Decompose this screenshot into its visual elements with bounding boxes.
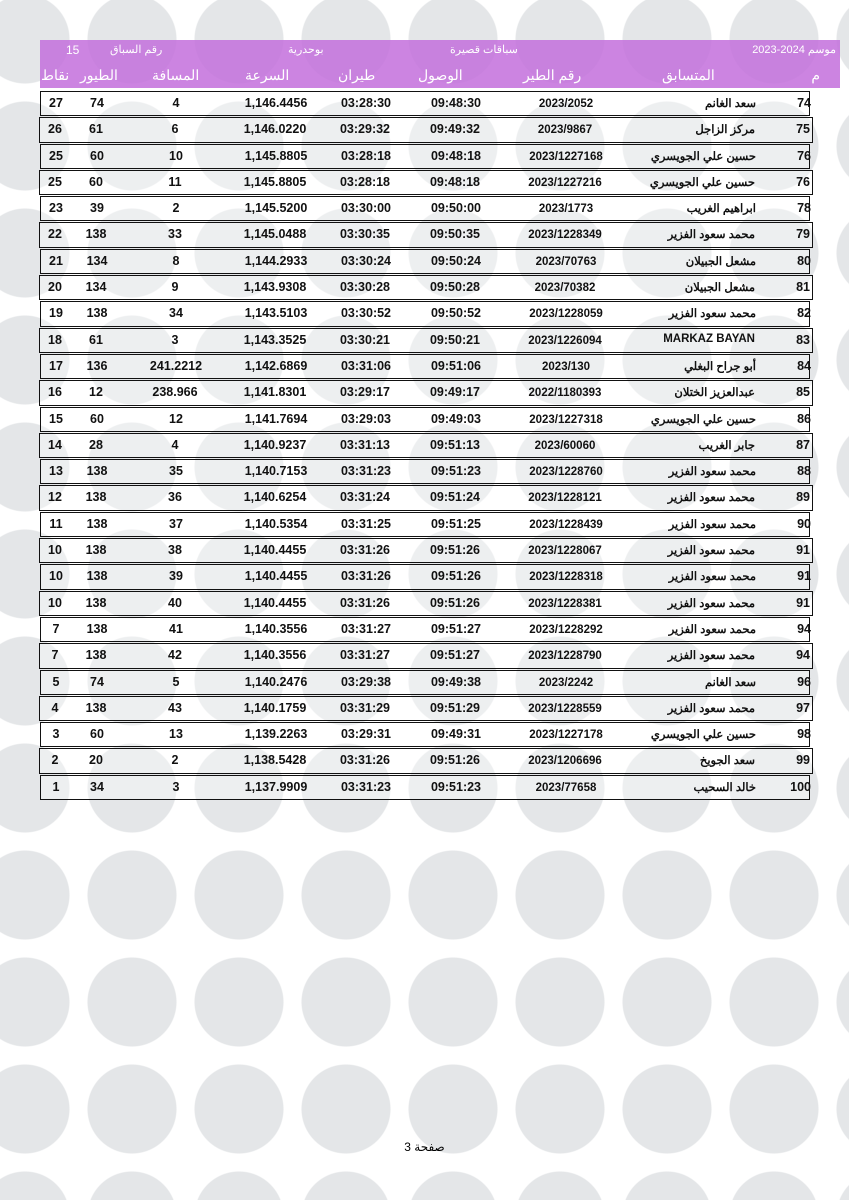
cell-speed: 1,140.7153: [244, 464, 308, 479]
cell-distance: 3: [171, 332, 179, 347]
table-row: [40, 249, 810, 274]
cell-birds: 74: [90, 96, 104, 110]
table-row: [40, 407, 810, 432]
cell-speed: 1,145.0488: [243, 227, 307, 242]
cell-arrival: 09:49:32: [429, 122, 481, 137]
cell-birds: 138: [85, 227, 107, 242]
table-row: [39, 485, 813, 510]
cell-arrival: 09:50:35: [429, 227, 481, 242]
cell-rank: 94: [797, 621, 811, 636]
table-row: [40, 91, 810, 116]
cell-rank: 76: [797, 148, 811, 163]
cell-speed: 1,138.5428: [243, 753, 307, 768]
cell-birds: 39: [90, 201, 104, 216]
cell-racer: أبو جراح البغلي: [684, 360, 756, 373]
cell-distance: 2: [171, 753, 179, 768]
cell-arrival: 09:48:30: [430, 96, 482, 110]
cell-arrival: 09:50:52: [430, 306, 482, 321]
cell-racer: محمد سعود الفزير: [668, 623, 756, 636]
cell-birds: 34: [90, 779, 104, 794]
cell-bird-id: 2023/1206696: [528, 755, 602, 768]
cell-distance: 6: [171, 122, 179, 137]
cell-racer: مركز الزاجل: [695, 124, 755, 137]
cell-flight: 03:29:38: [340, 674, 392, 689]
col-speed: السرعة: [245, 67, 290, 83]
cell-distance: 3: [172, 779, 180, 794]
cell-flight: 03:31:13: [339, 437, 391, 452]
cell-points: 13: [49, 464, 63, 479]
cell-rank: 83: [796, 332, 810, 347]
cell-rank: 91: [797, 569, 811, 584]
cell-distance: 8: [172, 253, 180, 268]
cell-birds: 138: [85, 648, 107, 663]
cell-arrival: 09:50:24: [430, 253, 482, 268]
cell-points: 3: [52, 727, 60, 742]
cell-arrival: 09:48:18: [430, 148, 482, 163]
cell-speed: 1,140.5354: [244, 516, 308, 531]
cell-racer: محمد سعود الفزير: [668, 466, 756, 479]
cell-speed: 1,145.8805: [243, 174, 307, 189]
cell-points: 18: [48, 332, 62, 347]
cell-distance: 9: [171, 280, 179, 295]
cell-racer: محمد سعود الفزير: [667, 650, 755, 663]
cell-arrival: 09:50:21: [429, 332, 481, 347]
cell-flight: 03:31:27: [339, 648, 391, 663]
cell-arrival: 09:49:31: [430, 727, 482, 742]
cell-racer: جابر الغريب: [698, 439, 755, 452]
cell-distance: 36: [168, 490, 182, 505]
cell-arrival: 09:51:23: [430, 779, 482, 794]
cell-points: 15: [49, 411, 63, 426]
cell-distance: 34: [169, 306, 183, 321]
cell-distance: 40: [168, 595, 182, 610]
cell-racer: محمد سعود الفزير: [667, 597, 755, 610]
cell-rank: 94: [796, 648, 810, 663]
cell-flight: 03:31:24: [339, 490, 391, 505]
cell-racer: حسين علي الجويسري: [649, 176, 755, 189]
cell-birds: 61: [89, 332, 103, 347]
cell-points: 5: [52, 674, 60, 689]
cell-rank: 75: [796, 122, 810, 137]
cell-points: 2: [51, 753, 59, 768]
cell-rank: 89: [796, 490, 810, 505]
cell-distance: 38: [168, 543, 182, 558]
results-table: [40, 91, 810, 801]
table-row: [40, 512, 810, 537]
table-row: [39, 222, 813, 247]
cell-arrival: 09:51:26: [429, 753, 481, 768]
cell-flight: 03:31:23: [340, 779, 392, 794]
cell-points: 20: [48, 280, 62, 295]
cell-bird-id: 2023/70382: [534, 282, 596, 295]
cell-bird-id: 2023/1228292: [529, 623, 603, 636]
table-row: [40, 459, 810, 484]
cell-rank: 79: [796, 227, 810, 242]
cell-racer: حسين علي الجويسري: [650, 729, 756, 742]
cell-points: 19: [49, 306, 63, 321]
cell-birds: 138: [86, 621, 108, 636]
table-header: [40, 40, 840, 88]
cell-distance: 33: [168, 227, 182, 242]
cell-racer: محمد سعود الفزير: [668, 571, 756, 584]
cell-arrival: 09:51:13: [429, 437, 481, 452]
table-row: [40, 354, 810, 379]
cell-birds: 138: [85, 595, 107, 610]
cell-rank: 87: [796, 437, 810, 452]
cell-speed: 1,146.0220: [243, 122, 307, 137]
cell-birds: 60: [90, 411, 104, 426]
cell-distance: 4: [172, 96, 180, 110]
cell-bird-id: 2023/1228318: [529, 571, 603, 584]
cell-rank: 88: [797, 464, 811, 479]
cell-points: 27: [49, 96, 63, 110]
cell-arrival: 09:49:17: [429, 385, 481, 400]
cell-distance: 42: [168, 648, 182, 663]
cell-distance: 4: [171, 437, 179, 452]
cell-bird-id: 2023/1228439: [529, 518, 603, 531]
cell-bird-id: 2023/1227168: [529, 150, 603, 163]
cell-arrival: 09:51:27: [429, 648, 481, 663]
cell-arrival: 09:48:18: [429, 174, 481, 189]
cell-distance: 43: [168, 700, 182, 715]
cell-points: 11: [49, 516, 63, 531]
cell-rank: 90: [797, 516, 811, 531]
cell-bird-id: 2023/1228121: [528, 492, 602, 505]
cell-racer: محمد سعود الفزير: [667, 545, 755, 558]
cell-speed: 1,144.2933: [244, 253, 308, 268]
table-row: [40, 617, 810, 642]
cell-points: 10: [48, 543, 62, 558]
cell-flight: 03:30:24: [340, 253, 392, 268]
cell-racer: سعد الغانم: [704, 98, 756, 110]
cell-flight: 03:31:06: [340, 358, 392, 373]
cell-arrival: 09:49:38: [430, 674, 482, 689]
cell-rank: 81: [796, 280, 810, 295]
cell-flight: 03:30:35: [339, 227, 391, 242]
cell-speed: 1,141.8301: [243, 385, 307, 400]
col-distance: المسافة: [152, 67, 200, 83]
table-row: [40, 722, 810, 747]
cell-distance: 238.966: [152, 385, 198, 400]
cell-bird-id: 2023/1228559: [528, 702, 602, 715]
cell-bird-id: 2023/1228349: [528, 229, 602, 242]
cell-distance: 11: [168, 174, 182, 189]
cell-birds: 138: [86, 516, 108, 531]
cell-points: 7: [52, 621, 60, 636]
cell-flight: 03:31:25: [340, 516, 392, 531]
cell-racer: مشعل الجبيلان: [685, 255, 756, 268]
cell-birds: 28: [89, 437, 103, 452]
cell-rank: 84: [797, 358, 811, 373]
table-row: [40, 775, 810, 800]
cell-bird-id: 2023/2052: [538, 98, 594, 110]
cell-racer: محمد سعود الفزير: [668, 518, 756, 531]
cell-arrival: 09:49:03: [430, 411, 482, 426]
cell-flight: 03:31:26: [339, 543, 391, 558]
col-flight: طيران: [338, 67, 376, 83]
cell-arrival: 09:51:06: [430, 358, 482, 373]
table-row: [39, 117, 813, 142]
cell-speed: 1,140.4455: [244, 569, 308, 584]
cell-bird-id: 2023/130: [542, 360, 590, 373]
cell-flight: 03:28:18: [339, 174, 391, 189]
table-row: [40, 196, 810, 221]
cell-distance: 12: [169, 411, 183, 426]
cell-racer: عبدالعزيز الختلان: [674, 387, 755, 400]
col-arrival: الوصول: [418, 67, 463, 83]
cell-flight: 03:30:52: [340, 306, 392, 321]
cell-flight: 03:28:30: [340, 96, 392, 110]
cell-speed: 1,140.1759: [243, 700, 307, 715]
table-row: [40, 144, 810, 169]
cell-birds: 134: [86, 253, 108, 268]
cell-racer: حسين علي الجويسري: [650, 150, 756, 163]
cell-speed: 1,140.3556: [243, 648, 307, 663]
cell-rank: 100: [790, 779, 811, 794]
cell-distance: 13: [169, 727, 183, 742]
cell-speed: 1,137.9909: [244, 779, 308, 794]
cell-flight: 03:31:26: [339, 595, 391, 610]
cell-points: 22: [48, 227, 62, 242]
cell-speed: 1,139.2263: [244, 727, 308, 742]
cell-birds: 12: [89, 385, 103, 400]
col-bird-id: رقم الطير: [523, 67, 582, 83]
cell-racer: محمد سعود الفزير: [668, 308, 756, 321]
cell-bird-id: 2023/60060: [534, 439, 596, 452]
cell-flight: 03:31:26: [339, 753, 391, 768]
cell-rank: 96: [797, 674, 811, 689]
cell-speed: 1,140.6254: [243, 490, 307, 505]
cell-racer: خالد السحيب: [693, 781, 756, 794]
table-row: [39, 328, 813, 353]
cell-racer: مشعل الجبيلان: [684, 282, 755, 295]
table-row: [39, 643, 813, 668]
cell-racer: محمد سعود الفزير: [667, 492, 755, 505]
cell-points: 10: [49, 569, 63, 584]
cell-birds: 60: [89, 174, 103, 189]
cell-flight: 03:29:17: [339, 385, 391, 400]
cell-distance: 10: [169, 148, 183, 163]
table-row: [39, 538, 813, 563]
cell-flight: 03:30:00: [340, 201, 392, 216]
cell-rank: 97: [796, 700, 810, 715]
cell-distance: 5: [172, 674, 180, 689]
cell-birds: 138: [85, 490, 107, 505]
table-row: [40, 301, 810, 326]
cell-birds: 138: [86, 569, 108, 584]
cell-bird-id: 2023/1227216: [528, 176, 602, 189]
race-number: 15: [66, 43, 80, 57]
cell-arrival: 09:51:29: [429, 700, 481, 715]
page-number: صفحة 3: [404, 1140, 445, 1154]
cell-bird-id: 2023/1228381: [528, 597, 602, 610]
cell-speed: 1,143.3525: [243, 332, 307, 347]
cell-distance: 241.2212: [149, 358, 203, 373]
cell-distance: 2: [172, 201, 180, 216]
cell-speed: 1,146.4456: [244, 96, 308, 110]
cell-points: 23: [49, 201, 63, 216]
cell-arrival: 09:51:24: [429, 490, 481, 505]
cell-speed: 1,141.7694: [244, 411, 308, 426]
table-row: [39, 275, 813, 300]
cell-points: 7: [51, 648, 59, 663]
cell-bird-id: 2023/9867: [537, 124, 593, 137]
cell-birds: 136: [86, 358, 108, 373]
cell-speed: 1,140.4455: [243, 595, 307, 610]
cell-flight: 03:29:31: [340, 727, 392, 742]
table-row: [39, 748, 813, 773]
cell-arrival: 09:51:27: [430, 621, 482, 636]
cell-speed: 1,140.3556: [244, 621, 308, 636]
category-label: سباقات قصيرة: [450, 44, 518, 56]
table-row: [39, 696, 813, 721]
cell-rank: 78: [797, 201, 811, 216]
cell-arrival: 09:51:26: [429, 595, 481, 610]
location-label: بوحدرية: [288, 44, 324, 56]
cell-speed: 1,142.6869: [244, 358, 308, 373]
col-rank: م: [811, 67, 820, 83]
cell-birds: 20: [89, 753, 103, 768]
cell-rank: 91: [796, 543, 810, 558]
cell-racer: سعد الغانم: [704, 676, 756, 689]
cell-racer: MARKAZ BAYAN: [663, 332, 755, 345]
cell-flight: 03:31:29: [339, 700, 391, 715]
cell-bird-id: 2023/1226094: [528, 334, 602, 347]
cell-speed: 1,145.8805: [244, 148, 308, 163]
cell-bird-id: 2023/1228059: [529, 308, 603, 321]
cell-flight: 03:28:18: [340, 148, 392, 163]
cell-arrival: 09:51:23: [430, 464, 482, 479]
table-row: [40, 670, 810, 695]
cell-distance: 39: [169, 569, 183, 584]
cell-speed: 1,145.5200: [244, 201, 308, 216]
cell-racer: محمد سعود الفزير: [667, 702, 755, 715]
table-row: [39, 433, 813, 458]
cell-points: 25: [49, 148, 63, 163]
table-row: [39, 591, 813, 616]
table-row: [39, 170, 813, 195]
cell-bird-id: 2023/1228790: [528, 650, 602, 663]
cell-birds: 138: [85, 543, 107, 558]
cell-birds: 134: [85, 280, 107, 295]
cell-flight: 03:29:32: [339, 122, 391, 137]
cell-flight: 03:31:26: [340, 569, 392, 584]
cell-bird-id: 2023/1227318: [529, 413, 603, 426]
cell-flight: 03:31:27: [340, 621, 392, 636]
season-label: موسم 2024-2023: [752, 44, 836, 56]
cell-birds: 60: [90, 727, 104, 742]
cell-birds: 138: [86, 464, 108, 479]
cell-points: 4: [51, 700, 59, 715]
cell-bird-id: 2023/1228067: [528, 545, 602, 558]
cell-points: 10: [48, 595, 62, 610]
cell-birds: 61: [89, 122, 103, 137]
cell-arrival: 09:51:25: [430, 516, 482, 531]
cell-racer: ابراهيم الغريب: [686, 203, 756, 216]
cell-rank: 91: [796, 595, 810, 610]
cell-speed: 1,140.9237: [243, 437, 307, 452]
cell-points: 12: [48, 490, 62, 505]
cell-points: 14: [48, 437, 62, 452]
cell-speed: 1,140.2476: [244, 674, 308, 689]
cell-flight: 03:30:21: [339, 332, 391, 347]
cell-points: 21: [49, 253, 63, 268]
cell-speed: 1,143.9308: [243, 280, 307, 295]
cell-bird-id: 2023/1773: [538, 203, 594, 216]
cell-rank: 98: [797, 727, 811, 742]
cell-flight: 03:31:23: [340, 464, 392, 479]
cell-distance: 37: [169, 516, 183, 531]
cell-bird-id: 2022/1180393: [528, 387, 602, 400]
cell-bird-id: 2023/2242: [538, 676, 594, 689]
cell-racer: سعد الجويخ: [699, 755, 755, 768]
cell-bird-id: 2023/1227178: [529, 729, 603, 742]
cell-speed: 1,143.5103: [244, 306, 308, 321]
col-birds: الطيور: [80, 67, 118, 83]
cell-points: 25: [48, 174, 62, 189]
col-racer: المتسابق: [662, 67, 715, 83]
cell-bird-id: 2023/77658: [535, 781, 597, 794]
cell-rank: 80: [797, 253, 811, 268]
cell-arrival: 09:51:26: [429, 543, 481, 558]
cell-rank: 86: [797, 411, 811, 426]
cell-points: 1: [52, 779, 60, 794]
cell-rank: 99: [796, 753, 810, 768]
cell-flight: 03:30:28: [339, 280, 391, 295]
cell-arrival: 09:50:28: [429, 280, 481, 295]
table-row: [39, 380, 813, 405]
table-row: [40, 564, 810, 589]
cell-racer: محمد سعود الفزير: [667, 229, 755, 242]
cell-flight: 03:29:03: [340, 411, 392, 426]
cell-bird-id: 2023/1228760: [529, 466, 603, 479]
cell-birds: 74: [90, 674, 104, 689]
cell-speed: 1,140.4455: [243, 543, 307, 558]
cell-rank: 85: [796, 385, 810, 400]
cell-rank: 76: [796, 174, 810, 189]
cell-distance: 41: [169, 621, 183, 636]
cell-distance: 35: [169, 464, 183, 479]
cell-rank: 82: [797, 306, 811, 321]
cell-birds: 60: [90, 148, 104, 163]
cell-arrival: 09:50:00: [430, 201, 482, 216]
cell-points: 17: [49, 358, 63, 373]
cell-arrival: 09:51:26: [430, 569, 482, 584]
cell-bird-id: 2023/70763: [535, 255, 597, 268]
cell-rank: 74: [797, 96, 811, 110]
cell-racer: حسين علي الجويسري: [650, 413, 756, 426]
cell-points: 16: [48, 385, 62, 400]
cell-birds: 138: [86, 306, 108, 321]
race-label: رقم السباق: [110, 44, 163, 56]
col-points: نقاط: [41, 67, 70, 83]
cell-birds: 138: [85, 700, 107, 715]
cell-points: 26: [48, 122, 62, 137]
